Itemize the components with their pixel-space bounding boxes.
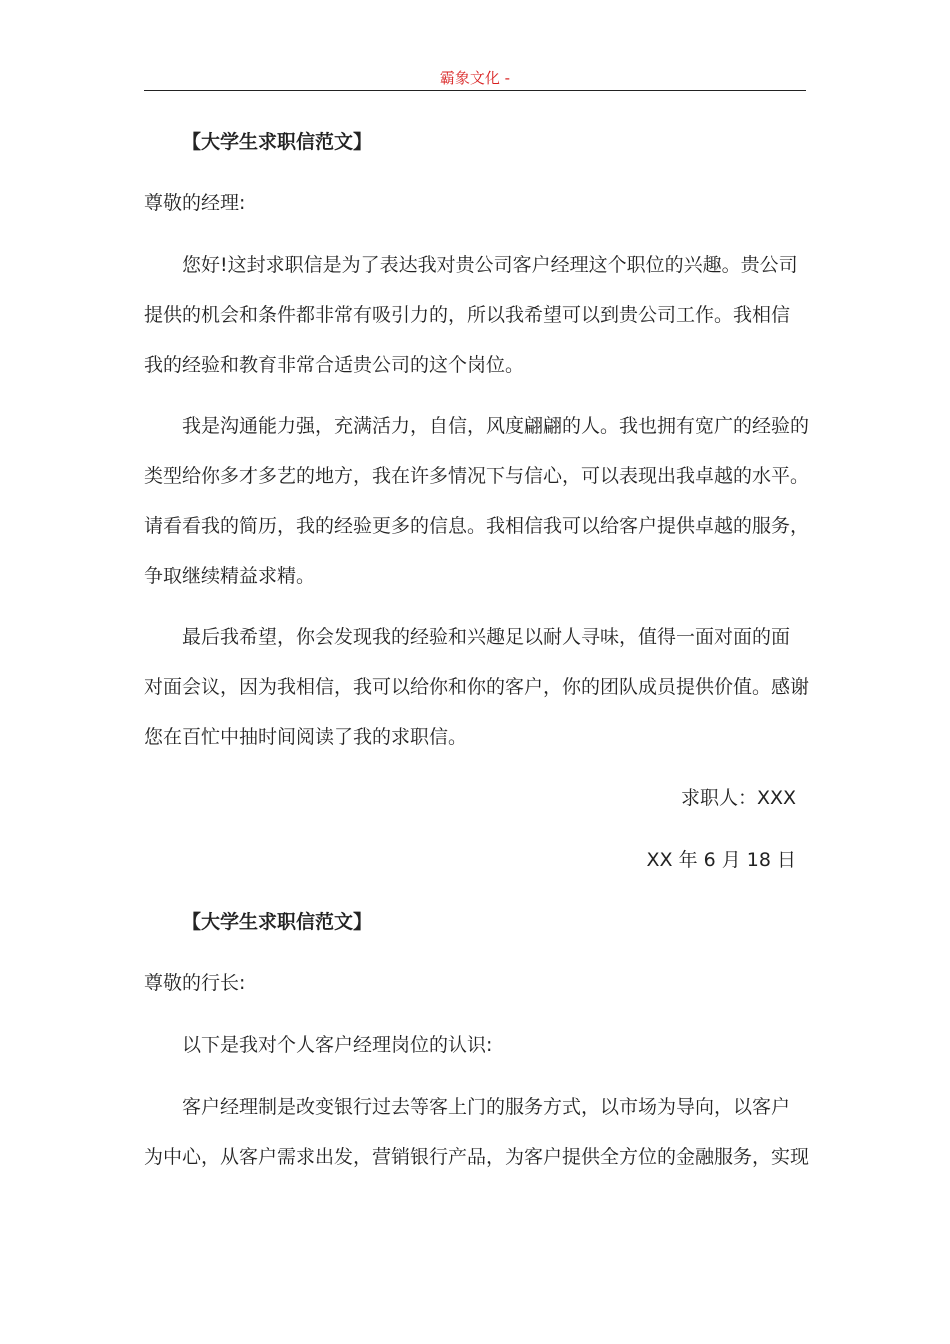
letter1-p2-line1: 我是沟通能力强，充满活力，自信，风度翩翩的人。我也拥有宽广的经验的 (182, 415, 810, 437)
letter2-salutation: 尊敬的行长: (144, 972, 246, 994)
letter1-p2-line2: 类型给你多才多艺的地方，我在许多情况下与信心，可以表现出我卓越的水平。 (144, 465, 810, 487)
header-text: 霸象文化 - (439, 69, 511, 87)
letter1-p1-line3: 我的经验和教育非常合适贵公司的这个岗位。 (144, 354, 525, 376)
letter2-p1: 以下是我对个人客户经理岗位的认识: (182, 1034, 493, 1056)
letter1-p1-line2: 提供的机会和条件都非常有吸引力的，所以我希望可以到贵公司工作。我相信 (144, 304, 791, 326)
letter2-p2-line1: 客户经理制是改变银行过去等客上门的服务方式，以市场为导向，以客户 (182, 1096, 791, 1118)
letter1-date: XX 年 6 月 18 日 (646, 849, 796, 871)
letter1-signature: 求职人：XXX (680, 787, 796, 809)
letter1-salutation: 尊敬的经理: (144, 192, 246, 214)
letter1-p3-line2: 对面会议，因为我相信，我可以给你和你的客户，你的团队成员提供价值。感谢 (144, 676, 810, 698)
letter1-p2-line4: 争取继续精益求精。 (144, 565, 316, 587)
letter1-p3-line1: 最后我希望，你会发现我的经验和兴趣足以耐人寻味，值得一面对面的面 (182, 626, 791, 648)
letter1-p3-line3: 您在百忙中抽时间阅读了我的求职信。 (144, 726, 468, 748)
letter1-title: 【大学生求职信范文】 (182, 131, 373, 153)
letter2-title: 【大学生求职信范文】 (182, 911, 373, 933)
letter1-p2-line3: 请看看我的简历，我的经验更多的信息。我相信我可以给客户提供卓越的服务， (144, 515, 810, 537)
letter1-p1-line1: 您好!这封求职信是为了表达我对贵公司客户经理这个职位的兴趣。贵公司 (182, 254, 798, 276)
letter2-p2-line2: 为中心，从客户需求出发，营销银行产品，为客户提供全方位的金融服务，实现 (144, 1146, 810, 1168)
page-header (144, 68, 806, 91)
